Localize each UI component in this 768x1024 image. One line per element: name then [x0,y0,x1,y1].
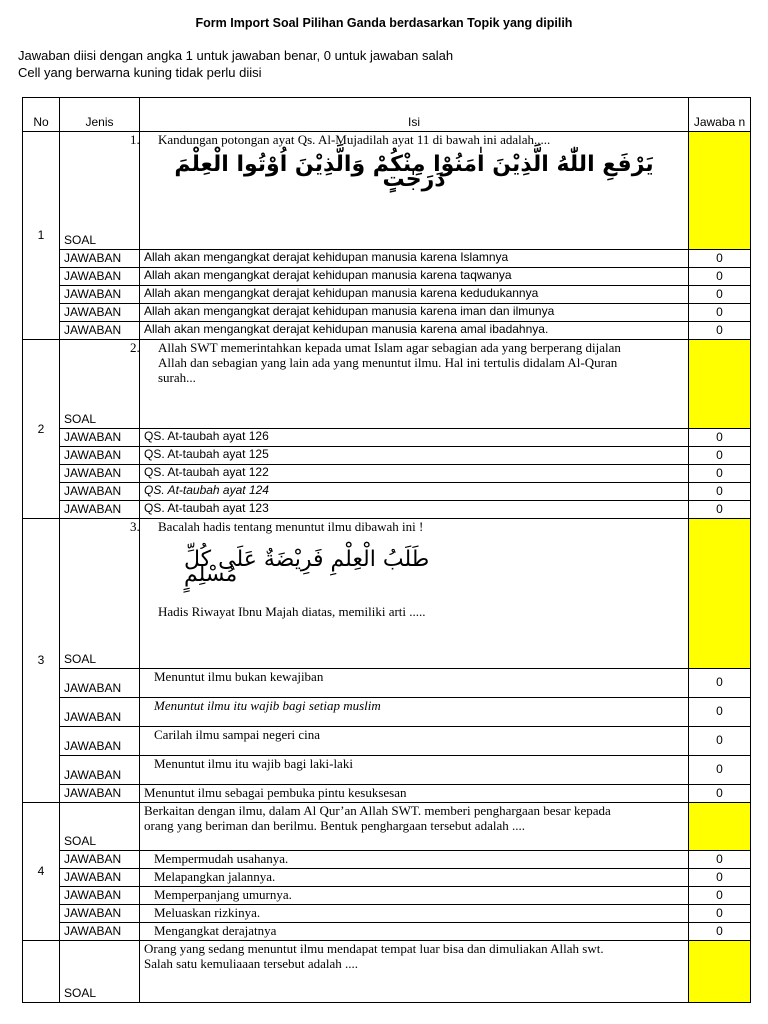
type-label: SOAL [60,941,140,1003]
answer-value[interactable]: 0 [689,501,751,519]
table-row [23,785,751,803]
answer-value[interactable]: 0 [689,304,751,322]
type-label: JAWABAN [60,669,140,698]
form-title: Form Import Soal Pilihan Ganda berdasarkan Topik yang dipilih [195,16,573,30]
question-cell[interactable] [130,340,689,429]
answer-value[interactable]: 0 [689,322,751,340]
header-jenis: Jenis [60,98,140,132]
type-label: SOAL [60,340,140,429]
type-label: SOAL [60,803,140,851]
instruction-line-1: Jawaban diisi dengan angka 1 untuk jawaban benar, 0 untuk jawaban salah [18,48,454,63]
question-index: 3. [130,519,140,534]
answer-cell-disabled [689,340,751,429]
type-label: JAWABAN [60,501,140,519]
question-table [22,97,751,1003]
table-row [23,669,751,698]
answer-value[interactable]: 0 [689,250,751,268]
type-label: JAWABAN [60,465,140,483]
table-row [23,447,751,465]
answer-text[interactable]: Carilah ilmu sampai negeri cina [140,727,689,756]
header-isi: Isi [140,98,689,132]
answer-value[interactable]: 0 [689,785,751,803]
table-row [23,698,751,727]
table-row [23,304,751,322]
answer-text[interactable]: Allah akan mengangkat derajat kehidupan manusia karena kedudukannya [140,286,689,304]
answer-value[interactable]: 0 [689,869,751,887]
answer-text[interactable]: Menuntut ilmu sebagai pembuka pintu kesuksesan [140,785,689,803]
answer-value[interactable]: 0 [689,429,751,447]
type-label: JAWABAN [60,429,140,447]
answer-text[interactable]: Menuntut ilmu itu wajib bagi setiap muslim [140,698,689,727]
table-row [23,727,751,756]
answer-text[interactable]: QS. At-taubah ayat 124 [140,483,689,501]
answer-text[interactable]: Allah akan mengangkat derajat kehidupan manusia karena taqwanya [140,268,689,286]
question-number: 1 [23,132,60,340]
header-jawaban: Jawaba n [689,98,751,132]
type-label: JAWABAN [60,851,140,869]
answer-text[interactable]: QS. At-taubah ayat 122 [140,465,689,483]
answer-value[interactable]: 0 [689,923,751,941]
table-row [23,869,751,887]
type-label: JAWABAN [60,785,140,803]
question-number: 2 [23,340,60,519]
answer-text[interactable]: Menuntut ilmu bukan kewajiban [140,669,689,698]
answer-value[interactable]: 0 [689,698,751,727]
answer-value[interactable]: 0 [689,851,751,869]
answer-cell-disabled [689,803,751,851]
type-label: JAWABAN [60,869,140,887]
arabic-hadith: طَلَبُ الْعِلْمِ فَرِيْضَةٌ عَلَى كُلِّ مُسْلِمٍ [184,547,430,587]
type-label: JAWABAN [60,286,140,304]
answer-text[interactable]: Allah akan mengangkat derajat kehidupan manusia karena iman dan ilmunya [140,304,689,322]
table-row [23,756,751,785]
table-row [23,132,751,250]
type-label: JAWABAN [60,304,140,322]
type-label: JAWABAN [60,887,140,905]
type-label: JAWABAN [60,905,140,923]
question-text-line-2: Salah satu kemuliaaan tersebut adalah .... [144,956,359,971]
table-row [23,483,751,501]
instruction-line-2: Cell yang berwarna kuning tidak perlu diisi [18,65,262,80]
type-label: JAWABAN [60,698,140,727]
answer-text[interactable]: QS. At-taubah ayat 123 [140,501,689,519]
answer-text[interactable]: Allah akan mengangkat derajat kehidupan manusia karena amal ibadahnya. [140,322,689,340]
answer-text[interactable]: QS. At-taubah ayat 126 [140,429,689,447]
question-index: 2. [130,340,140,355]
table-row [23,501,751,519]
question-cell[interactable] [130,519,689,669]
answer-value[interactable]: 0 [689,447,751,465]
answer-text[interactable]: Mempermudah usahanya. [140,851,689,869]
type-label: JAWABAN [60,756,140,785]
answer-value[interactable]: 0 [689,465,751,483]
table-row [23,941,751,1003]
question-text-line-1: Berkaitan dengan ilmu, dalam Al Qur’an Allah SWT. memberi penghargaan besar kepada [144,803,611,818]
table-row [23,322,751,340]
question-cell[interactable] [140,803,689,851]
table-header-row [23,98,751,132]
type-label: JAWABAN [60,268,140,286]
answer-value[interactable]: 0 [689,669,751,698]
answer-text[interactable]: Allah akan mengangkat derajat kehidupan manusia karena Islamnya [140,250,689,268]
header-no: No [23,98,60,132]
table-row [23,340,751,429]
question-number: 4 [23,803,60,941]
answer-cell-disabled [689,941,751,1003]
type-label: SOAL [60,132,140,250]
table-row [23,519,751,669]
answer-text[interactable]: Mengangkat derajatnya [140,923,689,941]
type-label: JAWABAN [60,923,140,941]
question-number [23,941,60,1003]
table-row [23,905,751,923]
type-label: JAWABAN [60,727,140,756]
answer-value[interactable]: 0 [689,268,751,286]
answer-value[interactable]: 0 [689,286,751,304]
table-row [23,250,751,268]
answer-cell-disabled [689,519,751,669]
table-row [23,286,751,304]
question-number: 3 [23,519,60,803]
question-text-line-2: orang yang beriman dan berilmu. Bentuk penghargaan tersebut adalah .... [144,818,525,833]
answer-text[interactable]: Memperpanjang umurnya. [140,887,689,905]
answer-value[interactable]: 0 [689,905,751,923]
answer-value[interactable]: 0 [689,887,751,905]
question-text: Kandungan potongan ayat Qs. Al-Mujadilah ayat 11 di bawah ini adalah..... [158,132,551,147]
answer-value[interactable]: 0 [689,727,751,756]
table-row [23,851,751,869]
question-cell[interactable] [140,941,689,1003]
type-label: JAWABAN [60,447,140,465]
arabic-verse: يَرْفَعِ اللّٰهُ الَّذِيْنَ اٰمَنُوْا مِنْكُمْ وَالَّذِيْنَ اُوْتُوا الْعِلْمَ دَرَجٰتٍ [174,152,654,192]
table-row [23,923,751,941]
type-label: SOAL [60,519,140,669]
answer-text[interactable]: Melapangkan jalannya. [140,869,689,887]
question-index: 1. [130,132,140,147]
table-row [23,803,751,851]
table-row [23,429,751,447]
question-text-2: Hadis Riwayat Ibnu Majah diatas, memiliki arti ..... [158,604,426,619]
question-text: Bacalah hadis tentang menuntut ilmu dibawah ini ! [158,519,424,534]
table-row [23,887,751,905]
type-label: JAWABAN [60,322,140,340]
question-text-line-1: Allah SWT memerintahkan kepada umat Islam agar sebagian ada yang berperang dijalan [158,340,621,355]
answer-cell-disabled [689,132,751,250]
answer-value[interactable]: 0 [689,483,751,501]
answer-text[interactable]: Menuntut ilmu itu wajib bagi laki-laki [140,756,689,785]
answer-text[interactable]: Meluaskan rizkinya. [140,905,689,923]
question-text-line-1: Orang yang sedang menuntut ilmu mendapat tempat luar bisa dan dimuliakan Allah swt. [144,941,604,956]
type-label: JAWABAN [60,250,140,268]
question-text-line-3: surah... [158,370,196,385]
question-text-line-2: Allah dan sebagian yang lain ada yang menuntut ilmu. Hal ini tertulis didalam Al-Quran [158,355,618,370]
answer-value[interactable]: 0 [689,756,751,785]
question-cell[interactable] [130,132,689,250]
table-row [23,268,751,286]
table-row [23,465,751,483]
type-label: JAWABAN [60,483,140,501]
answer-text[interactable]: QS. At-taubah ayat 125 [140,447,689,465]
